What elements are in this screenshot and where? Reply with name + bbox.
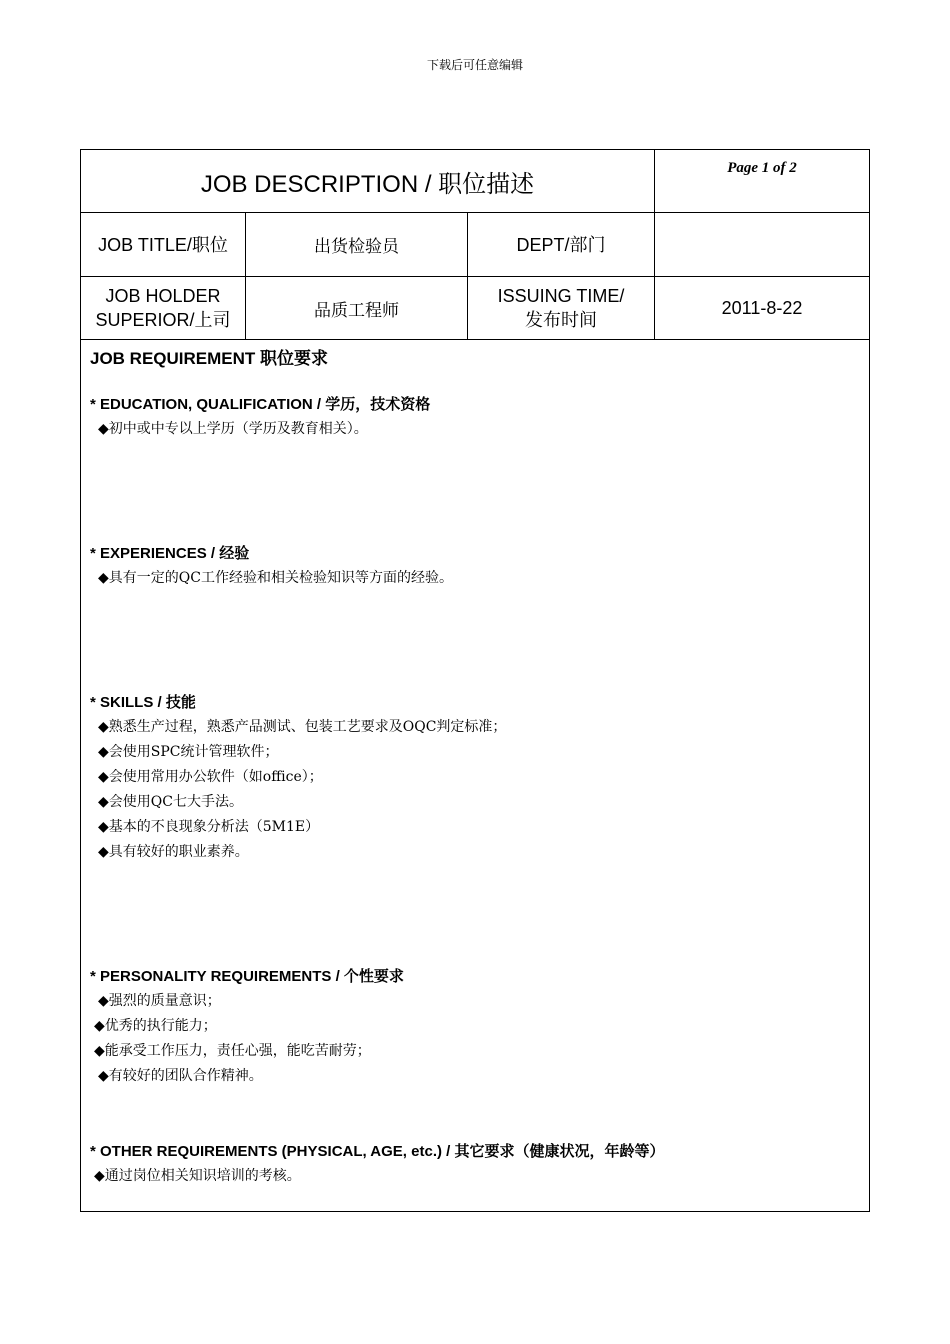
skills-item: ◆具有较好的职业素养。: [98, 844, 249, 860]
job-title-value: 出货检验员: [246, 213, 468, 276]
job-requirement-title: JOB REQUIREMENT 职位要求: [90, 349, 329, 368]
experiences-heading: * EXPERIENCES / 经验: [90, 545, 250, 562]
skills-item: ◆熟悉生产过程，熟悉产品测试、包装工艺要求及OQC判定标准；: [98, 719, 507, 735]
personality-item: ◆强烈的质量意识；: [98, 993, 221, 1009]
skills-heading: * SKILLS / 技能: [90, 694, 196, 711]
job-title-row: [81, 213, 869, 277]
experiences-item: ◆具有一定的QC工作经验和相关检验知识等方面的经验。: [98, 570, 453, 586]
job-description-table: [80, 149, 870, 1212]
personality-item: ◆有较好的团队合作精神。: [98, 1068, 263, 1084]
personality-item: ◆能承受工作压力，责任心强，能吃苦耐劳；: [94, 1043, 371, 1059]
document-title: JOB DESCRIPTION / 职位描述: [81, 150, 655, 212]
skills-item: ◆会使用QC七大手法。: [98, 794, 243, 810]
personality-item: ◆优秀的执行能力；: [94, 1018, 217, 1034]
job-holder-label: [81, 277, 246, 339]
download-note: 下载后可任意编辑: [426, 58, 523, 72]
page-number: Page 1 of 2: [727, 160, 797, 176]
education-item: ◆初中或中专以上学历（学历及教育相关）。: [98, 421, 368, 437]
job-title-label: JOB TITLE/职位: [81, 213, 246, 276]
other-heading: * OTHER REQUIREMENTS (PHYSICAL, AGE, etc.) / 其它要求（健康状况，年龄等）: [90, 1143, 665, 1160]
skills-item: ◆基本的不良现象分析法（5M1E）: [98, 819, 320, 835]
job-holder-label-line1: JOB HOLDER: [105, 286, 221, 306]
skills-item: ◆会使用SPC统计管理软件；: [98, 744, 279, 760]
issuing-time-label: [468, 277, 655, 339]
issuing-time-value: 2011-8-22: [721, 298, 803, 318]
issuing-time-label-line1: ISSUING TIME/: [497, 286, 625, 306]
other-item: ◆通过岗位相关知识培训的考核。: [94, 1168, 301, 1184]
job-holder-row: [81, 277, 869, 340]
dept-value: [655, 213, 869, 276]
skills-item: ◆会使用常用办公软件（如office）；: [98, 769, 323, 785]
title-row: [81, 150, 869, 213]
personality-heading: * PERSONALITY REQUIREMENTS / 个性要求: [90, 968, 404, 985]
issuing-time-label-line2: 发布时间: [525, 310, 597, 330]
dept-label: DEPT/部门: [468, 213, 655, 276]
job-holder-value: 品质工程师: [246, 277, 468, 339]
education-heading: * EDUCATION, QUALIFICATION / 学历，技术资格: [90, 396, 431, 413]
job-holder-label-line2: SUPERIOR/上司: [95, 310, 231, 330]
